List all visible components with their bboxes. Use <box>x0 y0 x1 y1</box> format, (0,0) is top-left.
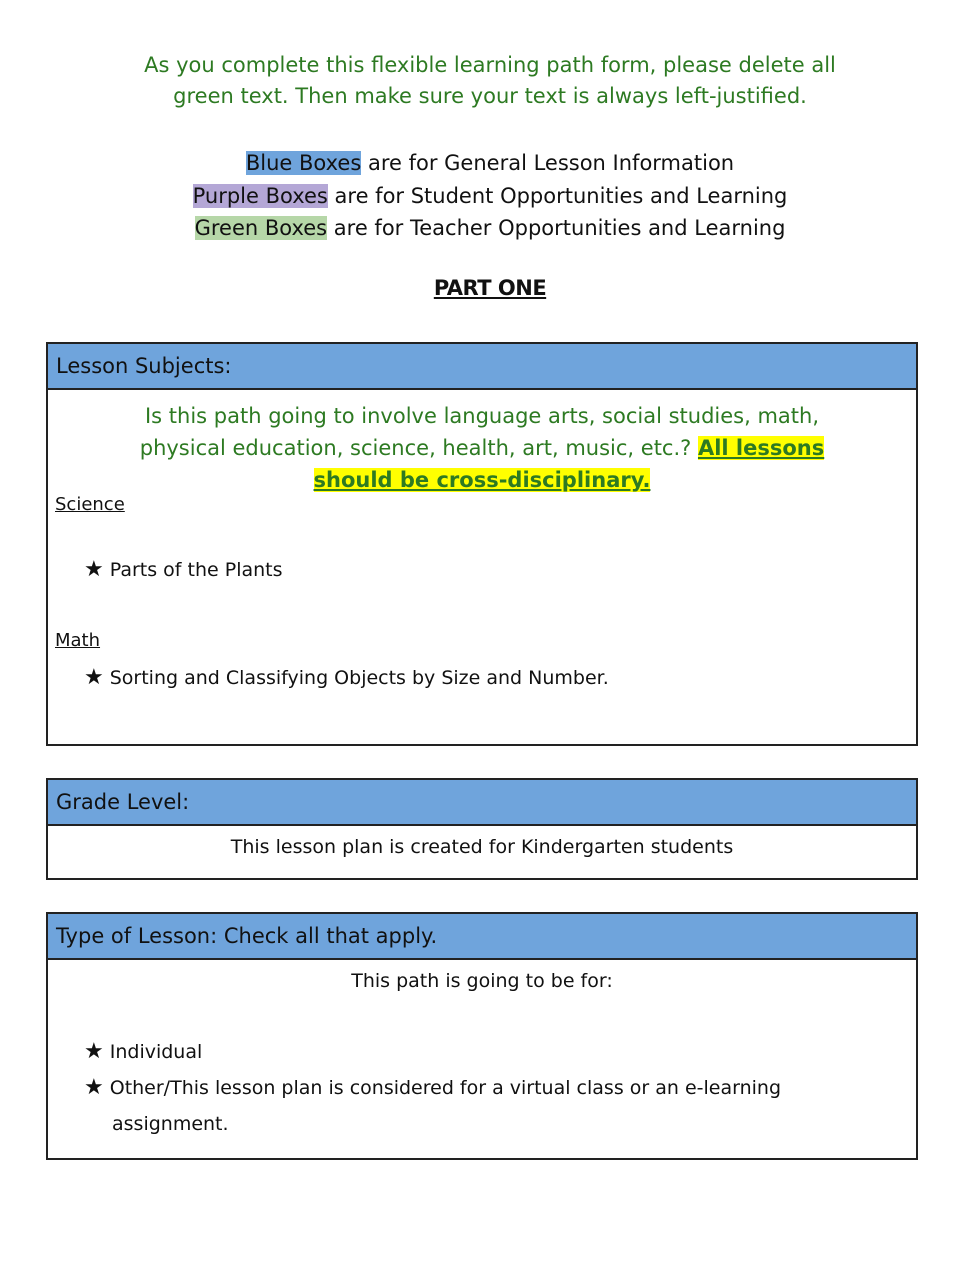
legend-green <box>40 212 940 245</box>
star-icon: ★ <box>84 557 104 582</box>
lesson-subjects-header: Lesson Subjects: <box>48 344 916 390</box>
legend-blue <box>40 147 940 180</box>
legend-blue-label: Blue Boxes <box>245 151 362 175</box>
legend-purple-text: are for Student Opportunities and Learning <box>327 183 788 208</box>
type-of-lesson-header: Type of Lesson: Check all that apply. <box>48 914 916 960</box>
prompt-line-3 <box>68 464 896 496</box>
legend-green-text: are for Teacher Opportunities and Learning <box>327 216 786 240</box>
type-of-lesson-box <box>46 912 918 1160</box>
type-of-lesson-intro: This path is going to be for: <box>351 970 613 992</box>
type-item-2-text-line1: Other/This lesson plan is considered for a virtual class or an e-learning <box>109 1077 782 1099</box>
lesson-subjects-box <box>46 342 918 746</box>
color-legend <box>40 147 940 245</box>
type-item-1-text: Individual <box>109 1041 203 1063</box>
type-item-2-text-line2: assignment. <box>112 1113 229 1135</box>
grade-level-box <box>46 778 918 880</box>
intro-instructions <box>60 50 920 112</box>
prompt-line-2 <box>68 432 896 464</box>
part-title: PART ONE <box>433 276 547 300</box>
prompt-emphasis-a: All lessons <box>697 436 825 460</box>
grade-level-text: This lesson plan is created for Kindergarten students <box>230 836 734 858</box>
lesson-subjects-prompt <box>48 390 916 496</box>
type-item-individual <box>84 1034 202 1070</box>
science-label: Science <box>55 494 125 515</box>
prompt-emphasis-b: should be cross-disciplinary. <box>313 468 651 492</box>
legend-purple-label: Purple Boxes <box>192 183 328 208</box>
lesson-subjects-body <box>48 390 916 690</box>
science-item-text: Parts of the Plants <box>109 559 283 581</box>
star-icon: ★ <box>84 665 104 690</box>
intro-line-1: As you complete this flexible learning path form, please delete all <box>144 53 836 77</box>
star-icon: ★ <box>84 1039 104 1064</box>
legend-purple <box>40 180 940 213</box>
star-icon: ★ <box>84 1075 104 1100</box>
grade-level-body <box>48 826 916 858</box>
type-item-other <box>84 1070 884 1142</box>
legend-green-label: Green Boxes <box>194 216 328 240</box>
science-list-item <box>84 552 283 588</box>
prompt-line-1: Is this path going to involve language arts, social studies, math, <box>144 404 819 428</box>
type-of-lesson-body <box>48 960 916 1135</box>
math-label: Math <box>55 630 101 651</box>
math-item-text: Sorting and Classifying Objects by Size and Number. <box>109 667 609 689</box>
legend-blue-text: are for General Lesson Information <box>361 151 735 175</box>
intro-line-2: green text. Then make sure your text is always left-justified. <box>173 84 807 108</box>
math-list-item <box>84 660 609 696</box>
grade-level-header: Grade Level: <box>48 780 916 826</box>
prompt-line-2-text: physical education, science, health, art, music, etc.? <box>139 436 698 460</box>
